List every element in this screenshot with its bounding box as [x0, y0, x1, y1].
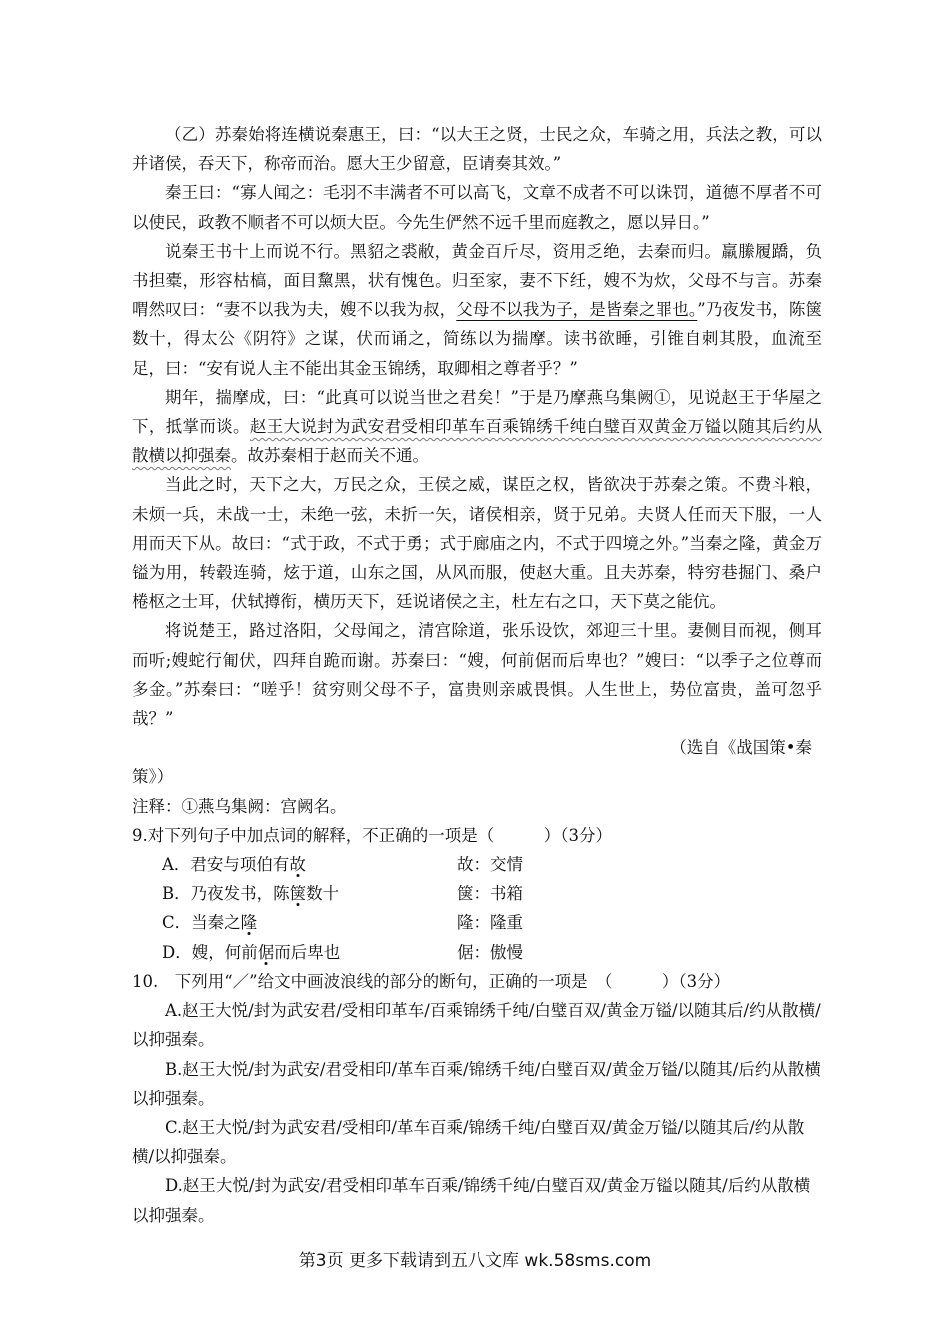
annotation-note: 注释：①燕乌集阙：宫阙名。 [132, 796, 347, 816]
p4-wavy-underlined: 赵王大说封为武安君受相印革车百乘锦绣千纯白璧百双黄金万镒以随其后约从散横以抑强秦 [132, 417, 823, 466]
question-10-option-b: B.赵王大悦/封为武安/君受相印/革车百乘/锦绣千纯/白璧百双/黄金万镒/以随其/后约从散横以抑强秦。 [132, 1059, 821, 1108]
option-c-dotted-word: 隆 [240, 913, 258, 933]
passage-paragraph-1: （乙）苏秦始将连横说秦惠王，曰：“以大王之贤，士民之众，车骑之用，兵法之教，可以并诸侯，吞天下，称帝而治。愿大王少留意，臣请奏其效。” [132, 125, 822, 174]
passage-paragraph-3 [132, 237, 822, 383]
question-9-option-d [162, 938, 822, 967]
p3-underlined-sentence: 父母不以我为子，是皆秦之罪也。 [456, 300, 698, 320]
option-b-gloss: 箧：书箱 [457, 884, 523, 904]
option-c-gloss: 隆：隆重 [457, 913, 523, 933]
p4-text-before: 期年，揣摩成，曰：“此真可以说当世之君矣！”于是乃摩燕乌集阙①，见说赵王于华屋之下，抵掌而谈。 [132, 387, 822, 437]
question-9-option-c [162, 908, 822, 937]
question-9-option-b [162, 879, 822, 908]
content-body [132, 120, 822, 1230]
question-9-stem: 9.对下列句子中加点词的解释，不正确的一项是（ ）（3分） [132, 825, 612, 845]
option-a-text: A．君安与项伯有 [162, 855, 290, 875]
question-10-option-d: D.赵王大悦/封为武安/君受相印革车百乘/锦绣千纯/白璧百双/黄金万镒以随其/后约从散横以抑强秦。 [132, 1176, 811, 1225]
option-c-text: C．当秦之 [162, 913, 241, 933]
question-10-options [132, 996, 822, 1230]
question-9-option-a [162, 850, 822, 879]
option-d-gloss: 倨：傲慢 [457, 942, 523, 962]
source-citation-line1: （选自《战国策•秦 [670, 738, 812, 758]
option-b-text-after: 数十 [306, 884, 340, 904]
option-d-text-after: 而后卑也 [274, 942, 341, 962]
question-10-option-c: C.赵王大悦/封为武安君/受相印/革车百乘/锦绣千纯/白璧百双/黄金万镒/以随其后/约从散横/以抑强秦。 [132, 1117, 805, 1167]
p4-text-after: 。故苏秦相于赵而关不通。 [231, 446, 429, 466]
option-a-gloss: 故：交情 [457, 855, 523, 875]
passage-paragraph-5: 当此之时，天下之大，万民之众，王侯之威，谋臣之权，皆欲决于苏秦之策。不费斗粮，未烦一兵，未战一士，未绝一弦，未折一矢，诸侯相亲，贤于兄弟。夫贤人任而天下服，一人用而天下从。故曰：“式于政，不式于勇；式于廊庙之内，不式于四境之外。”当秦之隆，黄金万镒为用，转毂连骑，炫于道，山东之国，从风而服，使赵大重。且夫苏秦，特穷巷掘门、桑户棬枢之士耳，伏轼撙衔，横历天下，廷说诸侯之主，杜左右之口，天下莫之能伉。 [132, 475, 822, 612]
passage-paragraph-2: 秦王曰：“寡人闻之：毛羽不丰满者不可以高飞，文章不成者不可以诛罚，道德不厚者不可以使民，政教不顺者不可以烦大臣。今先生俨然不远千里而庭教之，愿以异日。” [132, 183, 822, 232]
option-b-dotted-word: 箧 [289, 884, 307, 904]
question-10-stem: 10. 下列用“／”给文中画波浪线的部分的断句，正确的一项是 （ ）（3分） [132, 971, 731, 991]
question-9-options [162, 850, 822, 967]
p3-text-after: ”乃夜发书，陈箧数十，得太公《阴符》之谋，伏而诵之，简练以为揣摩。读书欲睡，引锥自刺其股，血流至足，曰：“安有说人主不能出其金玉锦绣，取卿相之尊者乎？” [132, 300, 823, 378]
option-a-dotted-word: 故 [289, 855, 306, 875]
p3-text-before: 说秦王书十上而说不行。黑貂之裘敝，黄金百斤尽，资用乏绝，去秦而归。羸縢履蹻，负书担橐，形容枯槁，面目黧黑，状有愧色。归至家，妻不下纴，嫂不为炊，父母不与言。苏秦喟然叹曰：“妻不以我为夫，嫂不以我为叔， [132, 241, 822, 320]
source-citation-line2: 策》） [132, 767, 174, 787]
option-d-dotted-word: 倨 [257, 942, 275, 962]
page-footer: 第3页 更多下载请到五八文库 wk.58sms.com [298, 1251, 652, 1271]
passage-paragraph-6: 将说楚王，路过洛阳，父母闻之，清宫除道，张乐设饮，郊迎三十里。妻侧目而视，侧耳而听;嫂蛇行匍伏，四拜自跪而谢。苏秦曰：“嫂，何前倨而后卑也？”嫂曰：“以季子之位尊而多金。”苏秦曰：“嗟乎！贫穷则父母不子，富贵则亲戚畏惧。人生世上，势位富贵，盖可忽乎哉？” [132, 621, 822, 729]
option-b-text: B．乃夜发书，陈 [162, 884, 290, 904]
question-10-option-a: A.赵王大悦/封为武安君/受相印革车/百乘锦绣千纯/白璧百双/黄金万镒/以随其后/约从散横/以抑强秦。 [132, 1001, 821, 1050]
passage-paragraph-4 [132, 383, 822, 471]
option-d-text: D．嫂，何前 [162, 942, 258, 962]
